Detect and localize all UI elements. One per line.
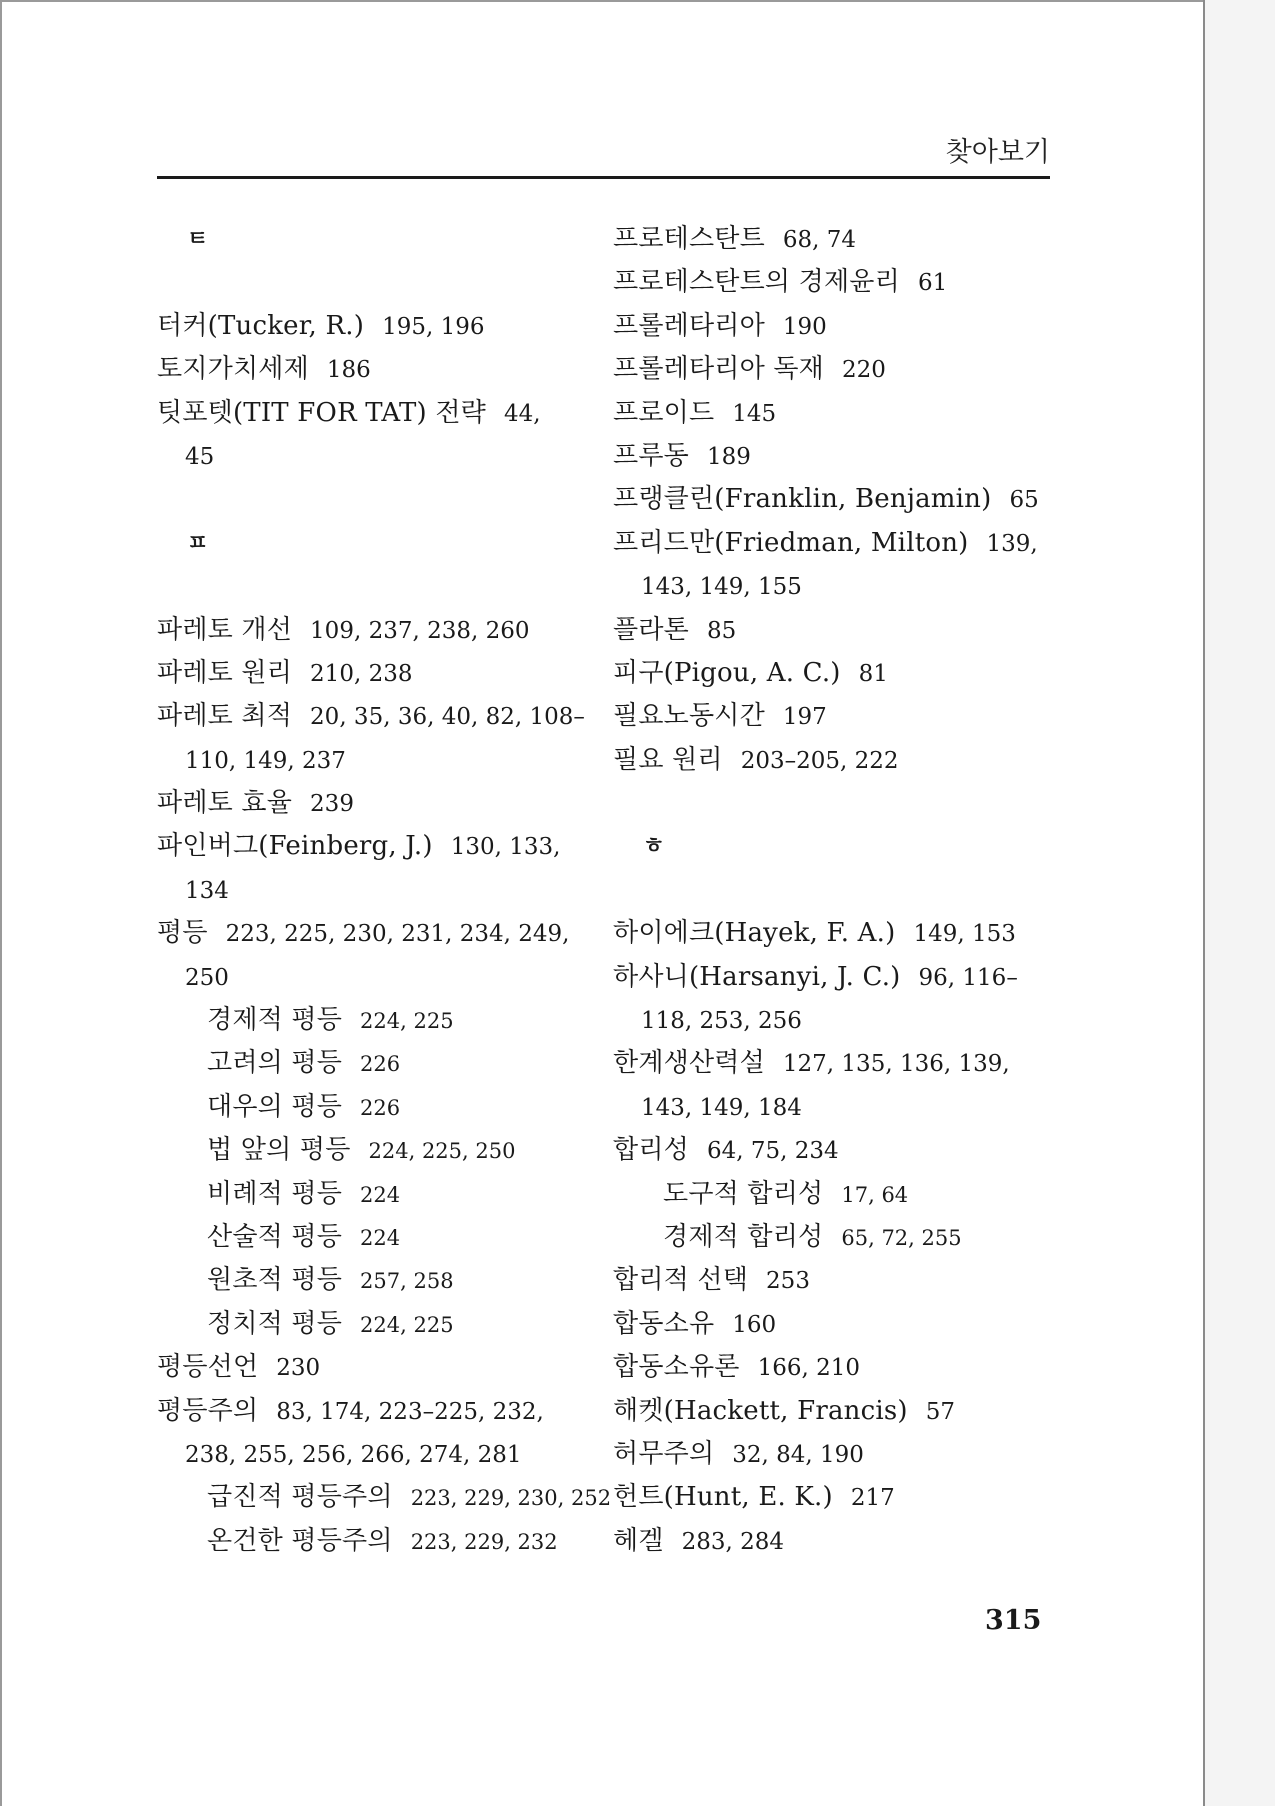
entry-term: 합동소유 xyxy=(613,1308,715,1339)
index-entry-continuation xyxy=(157,435,597,478)
entry-pages: 134 xyxy=(185,877,229,904)
entry-term: 프로테스탄트 xyxy=(613,224,765,254)
entry-term: 경제적 평등 xyxy=(207,1005,343,1036)
index-entry xyxy=(613,1433,1058,1476)
index-entry xyxy=(157,652,597,695)
entry-term: 플라톤 xyxy=(613,614,689,645)
entry-pages: 230 xyxy=(276,1355,321,1382)
entry-pages: 238, 255, 256, 266, 274, 281 xyxy=(185,1441,522,1468)
entry-pages: 68, 74 xyxy=(782,227,857,253)
index-entry xyxy=(157,609,597,652)
entry-pages: 96, 116– xyxy=(918,964,1018,991)
index-entry xyxy=(613,348,1058,391)
index-entry xyxy=(157,782,597,825)
index-entry xyxy=(613,1129,1058,1172)
entry-term: 필요노동시간 xyxy=(613,701,765,732)
index-entry xyxy=(613,956,1058,999)
index-letter-heading: ㅍ xyxy=(187,530,209,556)
entry-term: 프랭클린(Franklin, Benjamin) xyxy=(613,484,992,515)
index-entry xyxy=(613,652,1058,695)
index-entry xyxy=(613,478,1058,521)
entry-pages: 44, xyxy=(503,400,541,427)
entry-term: 헤겔 xyxy=(613,1525,664,1556)
entry-pages: 145 xyxy=(732,400,777,427)
entry-pages: 130, 133, xyxy=(450,834,561,861)
spacer xyxy=(157,565,597,608)
entry-term: 프롤레타리아 독재 xyxy=(613,354,824,385)
index-entry xyxy=(613,695,1058,738)
spacer xyxy=(613,782,1058,825)
index-entry-continuation xyxy=(157,1433,597,1476)
entry-pages: 223, 229, 232 xyxy=(410,1529,558,1554)
entry-pages: 226 xyxy=(360,1052,401,1077)
entry-term: 파인버그(Feinberg, J.) xyxy=(157,831,433,862)
entry-pages: 224, 225, 250 xyxy=(368,1139,516,1164)
index-entry-continuation xyxy=(613,565,1058,608)
index-entry xyxy=(613,609,1058,652)
entry-term: 정치적 평등 xyxy=(207,1308,343,1339)
index-entry xyxy=(613,1476,1058,1519)
entry-pages: 190 xyxy=(782,313,827,340)
header-rule xyxy=(157,176,1050,179)
index-entry xyxy=(613,522,1058,565)
index-subentry xyxy=(157,1216,597,1259)
entry-pages: 160 xyxy=(732,1311,777,1338)
spacer xyxy=(157,478,597,521)
entry-pages: 226 xyxy=(360,1095,401,1120)
entry-term: 경제적 합리성 xyxy=(663,1221,824,1252)
entry-pages: 224, 225 xyxy=(360,1009,454,1034)
entry-term: 프로테스탄트의 경제윤리 xyxy=(613,267,900,298)
index-subentry xyxy=(157,1303,597,1346)
index-subentry xyxy=(157,1476,612,1519)
index-entry-continuation xyxy=(157,956,597,999)
entry-pages: 127, 135, 136, 139, xyxy=(782,1051,1010,1078)
index-subentry xyxy=(157,1259,597,1302)
index-entry xyxy=(157,1390,597,1433)
entry-pages: 197 xyxy=(782,704,827,731)
index-subentry xyxy=(157,999,597,1042)
index-entry-continuation xyxy=(613,999,1058,1042)
entry-pages: 223, 229, 230, 252 xyxy=(410,1486,612,1511)
entry-term: 하사니(Harsanyi, J. C.) xyxy=(613,961,901,992)
entry-pages: 17, 64 xyxy=(841,1182,909,1207)
index-column-left xyxy=(157,218,612,1563)
index-entry xyxy=(613,305,1058,348)
entry-term: 파레토 개선 xyxy=(157,614,293,645)
entry-pages: 109, 237, 238, 260 xyxy=(310,617,530,644)
entry-term: 도구적 합리성 xyxy=(663,1178,824,1209)
entry-pages: 118, 253, 256 xyxy=(641,1008,802,1035)
entry-term: 프리드만(Friedman, Milton) xyxy=(613,527,969,558)
entry-term: 하이에크(Hayek, F. A.) xyxy=(613,918,896,949)
index-letter-heading: ㅎ xyxy=(643,834,665,860)
entry-pages: 220 xyxy=(842,357,886,384)
entry-term: 온건한 평등주의 xyxy=(207,1525,393,1556)
index-entry-continuation xyxy=(157,739,597,782)
entry-term: 헌트(Hunt, E. K.) xyxy=(613,1482,833,1513)
entry-pages: 253 xyxy=(766,1268,810,1295)
entry-term: 고려의 평등 xyxy=(207,1048,343,1079)
entry-term: 피구(Pigou, A. C.) xyxy=(613,657,841,688)
entry-pages: 239 xyxy=(310,791,354,818)
index-entry xyxy=(613,1303,1058,1346)
index-entry xyxy=(613,1259,1058,1302)
entry-pages: 143, 149, 184 xyxy=(641,1094,802,1121)
entry-pages: 64, 75, 234 xyxy=(706,1138,839,1165)
entry-pages: 83, 174, 223–225, 232, xyxy=(276,1398,544,1425)
entry-term: 산술적 평등 xyxy=(207,1221,343,1252)
index-entry xyxy=(613,1042,1058,1085)
entry-term: 급진적 평등주의 xyxy=(207,1482,393,1513)
entry-term: 파레토 원리 xyxy=(157,657,293,688)
entry-term: 허무주의 xyxy=(613,1438,715,1469)
index-subentry xyxy=(157,1173,597,1216)
entry-pages: 189 xyxy=(706,443,751,470)
index-entry-continuation xyxy=(157,869,597,912)
index-entry xyxy=(613,261,1058,304)
index-entry xyxy=(157,1346,597,1389)
index-entry xyxy=(613,1390,1058,1433)
index-entry xyxy=(613,392,1058,435)
entry-pages: 283, 284 xyxy=(681,1528,785,1555)
entry-pages: 61 xyxy=(917,270,948,297)
index-entry xyxy=(613,1520,1058,1563)
entry-term: 원초적 평등 xyxy=(207,1265,343,1296)
spacer xyxy=(157,261,597,304)
entry-term: 평등선언 xyxy=(157,1352,259,1383)
entry-pages: 217 xyxy=(850,1485,895,1512)
index-entry xyxy=(613,739,1058,782)
entry-term: 프루동 xyxy=(613,440,689,471)
entry-pages: 224, 225 xyxy=(360,1312,454,1337)
index-entry xyxy=(613,435,1058,478)
entry-term: 해켓(Hackett, Francis) xyxy=(613,1395,908,1426)
entry-pages: 166, 210 xyxy=(757,1355,861,1382)
entry-pages: 65 xyxy=(1009,487,1039,514)
viewer-gutter xyxy=(1203,0,1275,1806)
index-entry xyxy=(157,348,597,391)
running-head-title: 찾아보기 xyxy=(945,137,1050,168)
entry-term: 터커(Tucker, R.) xyxy=(157,310,365,341)
entry-pages: 250 xyxy=(185,964,229,991)
entry-term: 평등주의 xyxy=(157,1395,259,1426)
entry-term: 비례적 평등 xyxy=(207,1178,343,1209)
page-number: 315 xyxy=(985,1605,1042,1636)
entry-pages: 224 xyxy=(360,1225,401,1250)
entry-pages: 81 xyxy=(858,660,888,687)
index-entry xyxy=(157,825,597,868)
index-entry xyxy=(157,695,597,738)
index-entry-continuation xyxy=(613,1086,1058,1129)
entry-term: 한계생산력설 xyxy=(613,1048,765,1079)
entry-term: 합리적 선택 xyxy=(613,1265,749,1296)
entry-term: 합리성 xyxy=(613,1135,689,1166)
entry-term: 파레토 효율 xyxy=(157,788,293,819)
index-subentry xyxy=(157,1520,597,1563)
entry-pages: 257, 258 xyxy=(360,1269,454,1294)
index-entry xyxy=(157,392,597,435)
entry-pages: 143, 149, 155 xyxy=(641,574,802,601)
index-letter-heading: ㅌ xyxy=(187,227,209,252)
entry-pages: 186 xyxy=(326,357,371,384)
index-subentry xyxy=(157,1086,597,1129)
entry-pages: 57 xyxy=(925,1398,956,1425)
entry-term: 파레토 최적 xyxy=(157,701,293,732)
index-entry xyxy=(157,912,597,955)
spacer xyxy=(613,869,1058,912)
entry-term: 프롤레타리아 xyxy=(613,310,765,341)
index-subentry xyxy=(613,1216,1058,1259)
page-frame-top xyxy=(0,0,1205,2)
index-entry xyxy=(157,305,597,348)
entry-pages: 224 xyxy=(360,1182,401,1207)
entry-term: 법 앞의 평등 xyxy=(207,1135,351,1166)
entry-pages: 20, 35, 36, 40, 82, 108– xyxy=(310,704,585,731)
index-column-right xyxy=(613,218,1058,1563)
entry-pages: 65, 72, 255 xyxy=(841,1225,962,1250)
entry-term: 팃포텟(TIT FOR TAT) 전략 xyxy=(157,397,486,428)
entry-pages: 203–205, 222 xyxy=(740,747,899,774)
entry-term: 필요 원리 xyxy=(613,744,723,775)
index-subentry xyxy=(157,1042,597,1085)
page-frame-left xyxy=(0,0,2,1806)
index-subentry xyxy=(613,1173,1058,1216)
index-entry xyxy=(613,218,1058,261)
index-entry xyxy=(613,912,1058,955)
entry-term: 합동소유론 xyxy=(613,1352,740,1383)
entry-pages: 149, 153 xyxy=(913,921,1016,948)
entry-pages: 32, 84, 190 xyxy=(732,1441,864,1468)
entry-term: 프로이드 xyxy=(613,397,715,428)
entry-term: 대우의 평등 xyxy=(207,1091,343,1122)
entry-term: 평등 xyxy=(157,918,208,949)
index-subentry xyxy=(157,1129,597,1172)
index-entry xyxy=(613,1346,1058,1389)
entry-pages: 223, 225, 230, 231, 234, 249, xyxy=(225,921,570,948)
entry-pages: 195, 196 xyxy=(382,313,485,340)
entry-pages: 45 xyxy=(185,443,215,470)
entry-pages: 210, 238 xyxy=(310,660,413,687)
entry-pages: 85 xyxy=(706,617,737,644)
entry-pages: 110, 149, 237 xyxy=(185,747,346,774)
entry-term: 토지가치세제 xyxy=(157,354,309,385)
entry-pages: 139, xyxy=(986,530,1038,557)
